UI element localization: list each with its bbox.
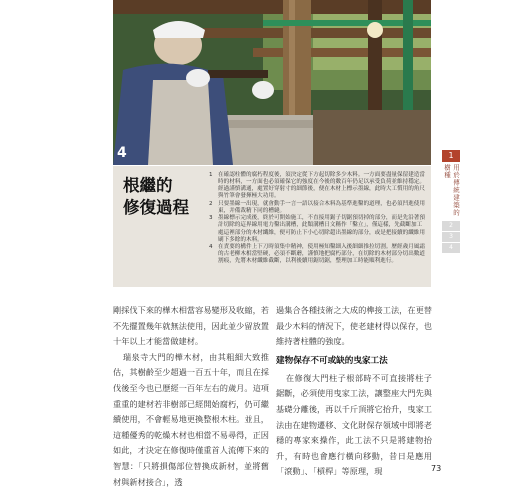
- note-number: 1: [209, 172, 213, 178]
- note-number: 4: [209, 244, 213, 251]
- note-text: 墨線標示完成後，終於可開始施工，不直接用鋸子切鋸預切掉的部分，而是先沿著預計切除的這界線用電力鑿出溝槽，此類溝槽日文稱作「鑿立」，僅這樣，先截斷加工處這裡部分的木材纖維，便可防止下小心切除超出墨線的部分，或是把接續的纖維用刷下多餘的木料。: [218, 215, 425, 243]
- repair-process-box: [113, 166, 431, 287]
- section-title: [123, 175, 189, 219]
- body-paragraph: 剛採伐下來的樺木相當容易變形及收縮，若不先擺置幾年就無法使用，因此並少留放置十年以上才能當做建材。: [113, 305, 269, 347]
- body-paragraph: 在修復大門柱子根部時不可直接將柱子鋸斷，必須使用曳家工法，讓整座大門先與基礎分離後，再以千斤頂將它抬升，曳家工法由在建物遷移、文化財保存領域中即將老穩的專家來操作，此工法不只是將建物抬升，有時也會應行橫向移動，昔日是應用「滾動」、「槓桿」等原理，現: [276, 372, 432, 477]
- note-number: 3: [209, 215, 213, 222]
- body-paragraph: 過集合各種技術之大成的榫接工法，在更替最少木料的情況下，使老建材得以保存，也維持著柱體的強度。: [276, 305, 432, 347]
- section-title-line: 根繼的: [123, 176, 173, 195]
- body-column-right: [276, 303, 432, 480]
- process-note: [209, 244, 425, 265]
- photo-number: 4: [117, 145, 127, 161]
- chapter-number: 1: [442, 150, 460, 162]
- process-note: [209, 215, 425, 243]
- note-text: 在確認柱體的腐朽程度後，須決定從下方起切除多少木料。一方面要盡量保留建造當時的材料，一方面也必須確保它的強度在今後的數百年仍足以承受負荷並維持穩定。經過謹慎溝通，處置好穿射寸的細節後，便在木材上標示墨線，此時大工慣用的角尺與竹筆會發揮極大功用。: [218, 172, 425, 200]
- chapter-box: 2: [442, 221, 460, 231]
- note-text: 在責要的構件上下刀時須集中精神，使用極知鑿細入後細細推拉切割。歷經歲月風霜的古老柳木相當堅硬，必須不斷蘑，謹慎地把腐朽部分，在切除的木材部分切出數道割痕，先將木材纖維截斷，以利後續用鋸切鋸，整理加工時能順利進行。: [218, 244, 425, 265]
- page-number: 73: [431, 464, 442, 473]
- chapter-boxes: [442, 221, 460, 253]
- body-paragraph: 瑞泉寺大門的樺木材，由其粗細大致推估，其樹齡至少超過一百五十年，而且在採伐後至今也已歷經一百年左右的歲月。這項重重的建材若非樹部已經開始腐朽，仍可繼續使用，不會輕易地更換整根木柱。並且，這種優秀的乾燥木材也相當不易尋得，正因如此，才決定在修復時僅重首人流傳下來的智慧：「只將損傷部位替換成新材，並將舊材與新材接合」，透: [113, 351, 269, 487]
- process-note: [209, 172, 425, 200]
- body-column-left: [113, 303, 269, 490]
- chapter-box: 4: [442, 243, 460, 253]
- note-text: 只要墨線一出現，就會動手一言一語以接合木料為基準進鑿的道理，也必須凹進使用東，并備裁精下同的槽縫。: [218, 200, 425, 214]
- photo-craftsman-working: [113, 0, 431, 165]
- chapter-label: 用於傳統建築的樹種: [443, 164, 460, 217]
- process-note-list: [209, 172, 425, 266]
- note-number: 2: [209, 200, 213, 207]
- chapter-side-tab: [442, 150, 460, 253]
- chapter-box: 3: [442, 232, 460, 242]
- subheading: 建物保存不可或缺的曳家工法: [276, 355, 388, 366]
- photo-illustration: [113, 0, 431, 165]
- process-note: [209, 201, 425, 215]
- section-title-line: 修復過程: [123, 198, 189, 217]
